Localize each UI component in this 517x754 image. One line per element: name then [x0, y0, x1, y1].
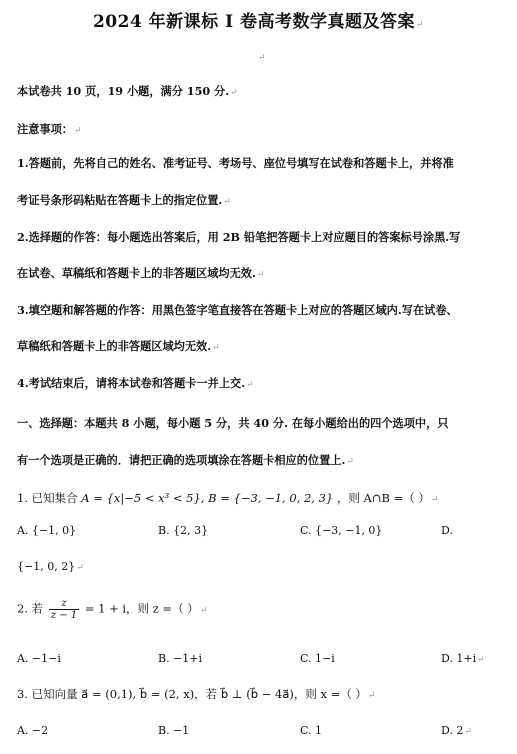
q1-option-c[interactable]: C. {−3, −1, 0} — [300, 524, 383, 537]
q3-option-a[interactable]: A. −2 — [17, 724, 49, 737]
notice-line-5: 3.填空题和解答题的作答：用黑色签字笔直接答在答题卡上对应的答题区域内.写在试卷、 — [17, 303, 458, 317]
q3-option-b[interactable]: B. −1 — [158, 724, 190, 737]
notice-line-3: 2.选择题的作答：每小题选出答案后，用 2B 铅笔把答题卡上对应题目的答案标号涂黑.写 — [17, 230, 461, 244]
notice-line-2: 考证号条形码粘贴在答题卡上的指定位置.↵ — [17, 193, 231, 207]
q2-option-b[interactable]: B. −1+i — [158, 652, 203, 665]
question-2: 2. 若 $\frac{z}{z - 1}$ = 1 + i，则 z =（ ）↵ — [17, 598, 208, 621]
notice-line-7: 4.考试结束后，请将本试卷和答题卡一并上交.↵ — [17, 376, 254, 390]
question-1-sets: A = {x|−5 < x³ < 5}, B = {−3, −1, 0, 2, 3} — [81, 491, 334, 505]
notice-heading: 注意事项：↵ — [17, 122, 82, 136]
q2-fraction: $\frac{z}{z - 1}$ — [50, 598, 78, 621]
question-3: 3. 已知向量 a⃗ = (0,1), b⃗ = (2, x)，若 b⃗ ⊥ (b⃗ − 4a⃗)，则 x =（ ）↵ — [17, 687, 376, 701]
blank-line-mark: ↵ — [258, 53, 266, 63]
q3-option-d[interactable]: D. 2↵ — [441, 724, 472, 737]
q2-option-a[interactable]: A. −1−i — [17, 652, 61, 665]
question-1: 1. 已知集合 A = {x|−5 < x³ < 5}, B = {−3, −1, 0, 2, 3} ，则 A∩B =（ ）↵ — [17, 491, 439, 505]
notice-line-1: 1.答题前，先将自己的姓名、准考证号、考场号、座位号填写在试卷和答题卡上，并将准 — [17, 156, 454, 170]
document-title: 2024 年新课标 I 卷高考数学真题及答案↵ — [92, 12, 425, 32]
q2-option-c[interactable]: C. 1−i — [300, 652, 335, 665]
q1-option-d[interactable]: D. — [441, 524, 453, 537]
q3-option-c[interactable]: C. 1 — [300, 724, 323, 737]
section-heading-2: 有一个选项是正确的．请把正确的选项填涂在答题卡相应的位置上.↵ — [17, 453, 354, 467]
notice-line-6: 草稿纸和答题卡上的非答题区域均无效.↵ — [17, 339, 220, 353]
q1-option-d-value[interactable]: {−1, 0, 2}↵ — [17, 560, 84, 573]
q2-option-d[interactable]: D. 1+i↵ — [441, 652, 485, 665]
q1-option-b[interactable]: B. {2, 3} — [158, 524, 209, 537]
section-heading-1: 一、选择题：本题共 8 小题，每小题 5 分，共 40 分. 在每小题给出的四个选项中，只 — [17, 416, 449, 430]
q1-option-a[interactable]: A. {−1, 0} — [17, 524, 77, 537]
notice-line-4: 在试卷、草稿纸和答题卡上的非答题区域均无效.↵ — [17, 266, 265, 280]
exam-intro: 本试卷共 10 页，19 小题，满分 150 分.↵ — [17, 84, 238, 98]
